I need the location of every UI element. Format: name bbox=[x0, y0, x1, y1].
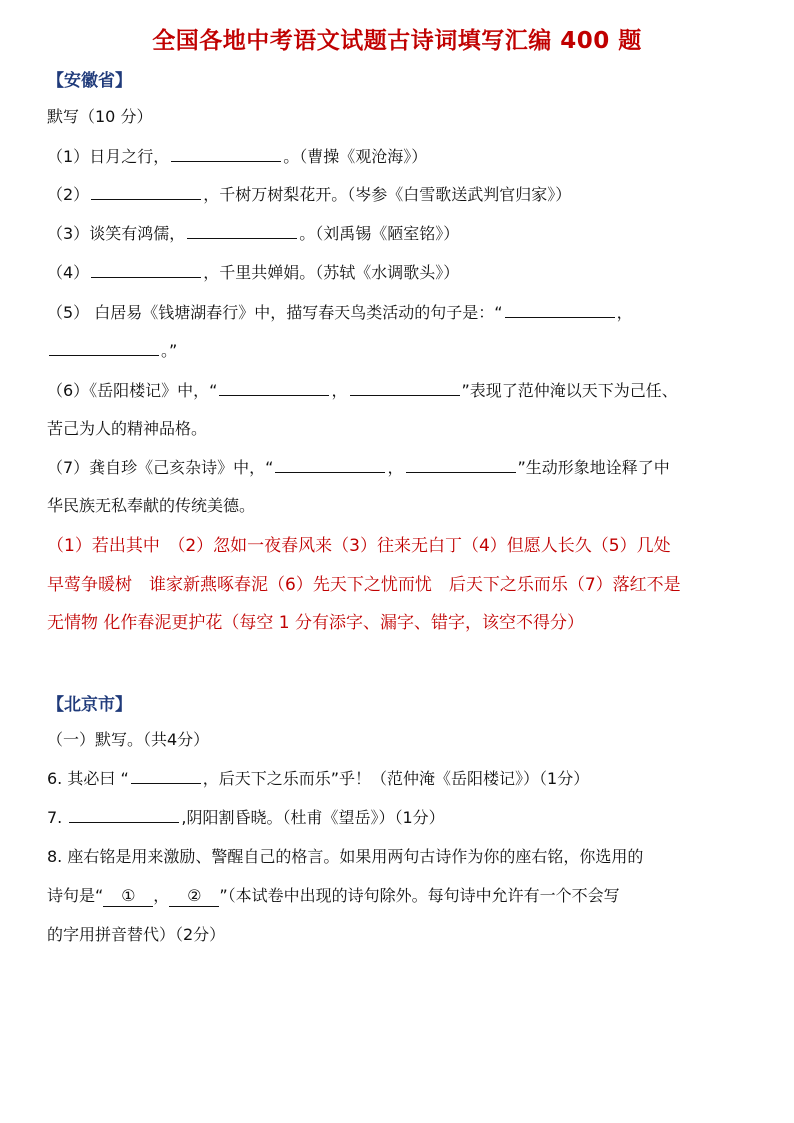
question-text: 6. 其必曰 “ bbox=[47, 769, 129, 788]
question-text: ”生动形象地诠释了中 bbox=[517, 458, 670, 477]
fill-blank[interactable] bbox=[131, 769, 201, 784]
fill-blank[interactable] bbox=[350, 381, 460, 396]
blank-marker-2[interactable]: ② bbox=[169, 886, 219, 907]
question-source: ,阴阳割昏晓。（杜甫《望岳》）（1分） bbox=[181, 808, 445, 827]
fill-blank[interactable] bbox=[171, 147, 281, 162]
question-source: 。（刘禹锡《陋室铭》） bbox=[299, 224, 460, 243]
fill-blank[interactable] bbox=[69, 808, 179, 823]
section-heading-anhui: 【安徽省】 bbox=[47, 71, 132, 91]
beijing-question-8: 8. 座右铭是用来激励、警醒自己的格言。如果用两句古诗作为你的座右铭，你选用的 bbox=[47, 847, 644, 866]
comma: ， bbox=[331, 381, 348, 400]
question-5 bbox=[47, 303, 749, 323]
question-number: （2） bbox=[47, 185, 90, 204]
fill-blank[interactable] bbox=[91, 263, 201, 278]
answer-line-2: 早莺争暖树 谁家新燕啄春泥（6）先天下之忧而忧 后天下之乐而乐（7）落红不是 bbox=[47, 575, 681, 595]
question-text: ”（本试卷中出现的诗句除外。每句诗中允许有一个不会写 bbox=[219, 886, 620, 905]
fill-blank[interactable] bbox=[275, 458, 385, 473]
fill-blank[interactable] bbox=[219, 381, 329, 396]
fill-blank[interactable] bbox=[49, 341, 159, 356]
question-2 bbox=[47, 185, 749, 205]
question-text: 诗句是“ bbox=[47, 886, 104, 905]
beijing-question-6 bbox=[47, 769, 749, 789]
beijing-question-8-line-2 bbox=[47, 886, 749, 907]
question-text: ”表现了范仲淹以天下为己任、 bbox=[461, 381, 678, 400]
question-text: （6）《岳阳楼记》中，“ bbox=[47, 381, 218, 400]
beijing-question-8-line-3: 的字用拼音替代）（2分） bbox=[47, 925, 226, 944]
comma: ， bbox=[616, 303, 633, 322]
fill-blank[interactable] bbox=[505, 303, 615, 318]
beijing-question-7 bbox=[47, 808, 749, 828]
question-number: （1） bbox=[47, 147, 90, 166]
question-7 bbox=[47, 458, 749, 478]
page-title: 全国各地中考语文试题古诗词填写汇编 400 题 bbox=[152, 28, 642, 54]
comma: ， bbox=[387, 458, 404, 477]
fill-blank[interactable] bbox=[91, 185, 201, 200]
question-number: （3） bbox=[47, 224, 90, 243]
instruction-anhui: 默写（10 分） bbox=[47, 107, 153, 126]
question-number: （4） bbox=[47, 263, 90, 282]
question-text: 谈笑有鸿儒， bbox=[89, 224, 186, 243]
part-heading-beijing: （一）默写。（共4分） bbox=[47, 730, 210, 749]
question-1 bbox=[47, 147, 749, 167]
question-text: 日月之行， bbox=[89, 147, 170, 166]
fill-blank[interactable] bbox=[187, 224, 297, 239]
answer-line-3: 无情物 化作春泥更护花（每空 1 分有添字、漏字、错字，该空不得分） bbox=[47, 613, 585, 633]
question-text: ，千里共婵娟。（苏轼《水调歌头》） bbox=[203, 263, 460, 282]
question-text: ，千树万树梨花开。（岑参《白雪歌送武判官归家》） bbox=[203, 185, 572, 204]
question-text: （7）龚自珍《己亥杂诗》中，“ bbox=[47, 458, 274, 477]
question-5-line-2 bbox=[47, 341, 749, 361]
answer-line-1: （1）若出其中 （2）忽如一夜春风来（3）往来无白丁（4）但愿人长久（5）几处 bbox=[47, 536, 671, 556]
question-text: （5） 白居易《钱塘湖春行》中，描写春天鸟类活动的句子是：“ bbox=[47, 303, 503, 322]
question-text: 。” bbox=[161, 341, 178, 360]
question-text: 7. bbox=[47, 808, 68, 827]
section-heading-beijing: 【北京市】 bbox=[47, 695, 132, 715]
comma: ， bbox=[153, 886, 170, 905]
question-source: 。（曹操《观沧海》） bbox=[283, 147, 428, 166]
question-6 bbox=[47, 381, 749, 401]
question-source: ，后天下之乐而乐”乎！（范仲淹《岳阳楼记》）（1分） bbox=[202, 769, 590, 788]
question-4 bbox=[47, 263, 749, 283]
fill-blank[interactable] bbox=[406, 458, 516, 473]
blank-marker-1[interactable]: ① bbox=[103, 886, 153, 907]
question-7-line-2: 华民族无私奉献的传统美德。 bbox=[47, 496, 256, 515]
question-3 bbox=[47, 224, 749, 244]
question-6-line-2: 苦己为人的精神品格。 bbox=[47, 419, 208, 438]
